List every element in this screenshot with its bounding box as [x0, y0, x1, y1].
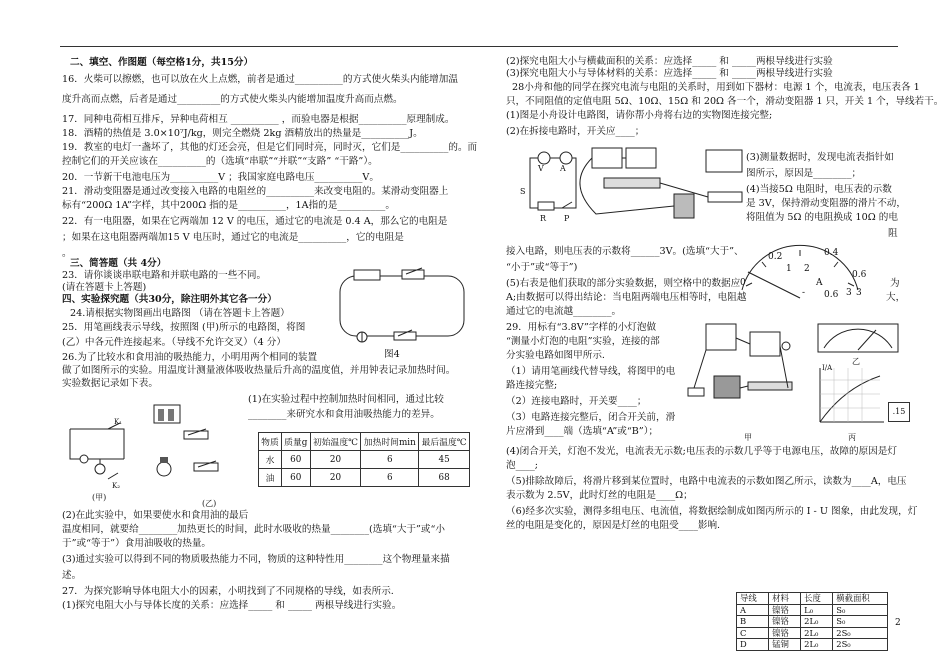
table-cell: 6: [361, 451, 419, 469]
question-22: 22．有一电阻器，如果在它两端加 12 V 的电压，通过它的电流是 0.4 A，那么它的电阻是: [62, 216, 448, 227]
question-29-6: （6)经多次实验，测得多组电压、电流值，将数据绘制成如图丙所示的 I - U 图象，由此发现，灯: [506, 506, 918, 517]
question-24: 24.请根据实物图画出电路图 （请在答题卡上答题）: [70, 308, 290, 319]
switch-k2-label: K₂: [112, 482, 121, 490]
question-27: 27．为探究影响导体电阻大小的因素，小明找到了不同规格的导线，如表所示.: [62, 586, 394, 597]
question-26-3: (3)通过实验可以得到不同的物质吸热能力不同，物质的这种特性用________这个物理量来描: [62, 554, 450, 565]
table-cell: 锰铜: [769, 639, 801, 651]
experiment-28-figure: [526, 144, 756, 228]
question-29-4-cont: 泡____;: [506, 460, 539, 471]
page-number: 2: [895, 618, 901, 628]
table-header-cell: 最后温度℃: [419, 433, 470, 451]
section-3-title: 三、简答题（共 4分）: [70, 258, 167, 269]
question-16: 16．火柴可以擦燃，也可以放在火上点燃，前者是通过__________的方式使火柴头内能增加温: [62, 74, 458, 85]
question-26-2-cont: 温度相同，就要给________加热更长的时间，此时水吸收的热量________(选填“大于”或“小: [62, 524, 446, 535]
question-29-5-cont: 表示数为 2.5V，此时灯丝的电阻是____Ω；: [506, 490, 693, 501]
switch-k1-label: K₁: [114, 418, 123, 426]
table-cell: B: [737, 616, 769, 628]
label-p: P: [564, 214, 570, 223]
question-26-2-end: 于”或“等于”）食用油吸收的热量。: [62, 538, 212, 549]
question-26-cont2: 实验数据记录如下表。: [62, 378, 158, 389]
table-header-cell: 质量g: [281, 433, 310, 451]
table-cell: L₀: [801, 604, 833, 616]
question-28-4-cont: 是 3V，保持滑动变阻器的滑片不动，: [746, 198, 906, 209]
question-19: 19．教室的电灯一盏坏了，其他的灯还会亮，但是它们同时亮，同时灭，它们是__________的。而: [62, 142, 478, 153]
table-cell: 60: [281, 469, 310, 487]
question-16-cont: 度升高而点燃，后者是通过_________的方式使火柴头内能增加温度升高而点燃。: [62, 94, 403, 105]
question-28-5-tail: 为: [890, 278, 900, 289]
section-2-title: 二、填空、作图题（每空格1分，共15分）: [70, 57, 254, 68]
table-cell: C: [737, 627, 769, 639]
table-cell: 68: [419, 469, 470, 487]
table-cell: A: [737, 604, 769, 616]
table-header-cell: 物质: [259, 433, 282, 451]
question-28-3-cont: 图所示，原因是________；: [746, 168, 862, 179]
table-header-cell: 加热时间min: [361, 433, 419, 451]
table-cell: 镍铬: [769, 627, 801, 639]
question-28-5-cont: A;由数据可以得出结论：当电阻两端电压相等时，电阻越: [506, 292, 747, 303]
question-28-1: (1)图是小舟设计电路图，请你帮小舟将右边的实物图连接完整;: [506, 110, 773, 121]
table-cell: 油: [259, 469, 282, 487]
table-header-cell: 初始温度℃: [310, 433, 361, 451]
table-cell: 2L₀: [801, 639, 833, 651]
meter-label: -: [802, 288, 806, 298]
question-23: 23．请你谈谈串联电路和并联电路的一些不同。: [62, 270, 267, 281]
label-a: A: [560, 164, 566, 173]
question-28-cont: 只，不同阻值的定值电阻 5Ω、10Ω、15Ω 和 20Ω 各一个，滑动变阻器 1 只，开关 1 个，导线若干。: [506, 96, 944, 107]
graph-axis-label: I/A: [822, 364, 833, 372]
question-29-3-cont: 片应滑到____端（选填“A”或“B”）；: [506, 426, 659, 437]
question-28-4: (4)当接5Ω 电阻时，电压表的示数: [746, 184, 892, 195]
question-29-3: （3）电路连接完整后，闭合开关前，滑: [506, 412, 676, 423]
question-21: 21．滑动变阻器是通过改变接入电路的电阻丝的__________来改变电阻的。某滑动变阻器上: [62, 186, 449, 197]
table-cell: S₀: [833, 616, 888, 628]
question-21-cont: 标有“200Ω 1A”字样，其中200Ω 指的是__________，1A指的是__________。: [62, 200, 395, 211]
section-4-title: 四、实验探究题（共30分，除注明外其它各一分）: [62, 294, 277, 305]
table-header-cell: 长度: [801, 593, 833, 605]
table-header-cell: 导线: [737, 593, 769, 605]
heating-data-table: [258, 432, 470, 487]
meter-label: 1: [786, 264, 792, 274]
question-26-3-end: 述。: [62, 570, 82, 581]
question-28-4-cont3: 阻: [888, 228, 898, 239]
question-22-end: 。: [62, 248, 72, 259]
question-29-5: （5)排除故障后，将滑片移到某位置时，电路中电流表的示数如图乙所示，读数为____A，电压: [506, 476, 907, 487]
question-29-cont2: 分实验电路如图甲所示.: [506, 350, 605, 361]
circuit-figure-q25: [64, 397, 244, 507]
question-28-4-cont4: 接入电路，则电压表的示数将______3V。(选填“大于”、: [506, 246, 744, 257]
question-28-5-end: 通过它的电流越________。: [506, 306, 622, 317]
question-29-1: （1）请用笔画线代替导线，将图甲的电: [506, 366, 676, 377]
label-s: S: [520, 187, 526, 196]
question-26-cont: 做了如图所示的实验。用温度计测量液体吸收热量后升高的温度值，并用钟表记录加热时间。: [62, 365, 456, 376]
table-cell: 水: [259, 451, 282, 469]
question-19-cont: 控制它们的开关应该在__________的（选填“串联”“并联”“支路” “干路”）。: [62, 156, 378, 167]
meter-label: 3: [856, 288, 862, 298]
table-cell: 60: [281, 451, 310, 469]
figure-jia-label: 甲: [744, 433, 752, 442]
figure-jia-label: (甲): [92, 493, 107, 502]
question-26-1-cont: ________来研究水和食用油吸热能力的差异。: [248, 409, 440, 420]
question-28-3: (3)测量数据时，发现电流表指针如: [746, 152, 894, 163]
answer-sheet-note: (请在答题卡上答题): [62, 282, 147, 293]
question-27-3: (3)探究电阻大小与导体材料的关系：应选择_____ 和 _____两根导线进行实验: [506, 68, 833, 79]
question-29-2: （2）连接电路时，开关要____；: [506, 396, 647, 407]
question-28-4-end: “小于”或“等于”): [506, 262, 578, 273]
table-cell: S₀: [833, 604, 888, 616]
meter-label: 0.2: [768, 252, 783, 262]
table-cell: 2S₀: [833, 639, 888, 651]
question-26-1: (1)在实验过程中控制加热时间相同，通过比较: [248, 394, 444, 405]
question-20: 20．一节新干电池电压为__________V ；我国家庭电路电压__________V。: [62, 172, 379, 183]
figure-yi-label: 乙: [852, 357, 860, 366]
question-17: 17．同种电荷相互排斥，异种电荷相互 __________ ，而验电器是根据__________原理制成。: [62, 114, 455, 125]
figure-bing-label: 丙: [848, 433, 856, 442]
header-rule: [60, 46, 898, 47]
question-29: 29．用标有“3.8V”字样的小灯泡做: [506, 322, 657, 333]
meter-label: A: [816, 278, 823, 288]
table-cell: 6: [361, 469, 419, 487]
question-29-4: (4)闭合开关，灯泡不发光，电流表无示数;电压表的示数几乎等于电源电压，故障的原因是灯: [506, 446, 897, 457]
question-28-2: (2)在拆接电路时，开关应____；: [506, 126, 645, 137]
question-29-1-cont: 路连接完整;: [506, 380, 558, 391]
table-cell: D: [737, 639, 769, 651]
table-cell: 2S₀: [833, 627, 888, 639]
figure-4-label: 图4: [384, 349, 400, 360]
table-cell: 镍铬: [769, 616, 801, 628]
question-26: 26.为了比较水和食用油的吸热能力，小明用两个相同的装置: [62, 352, 318, 363]
meter-label: 0.6: [852, 270, 867, 280]
question-28-4-cont2: 将阻值为 5Ω 的电阻换成 10Ω 的电: [746, 212, 898, 223]
question-22-cont: ；如果在这电阻器两端加15 V 电压时，通过它的电流是__________，它的电阻是: [62, 232, 404, 243]
question-25: 25．用笔画线表示导线，按照图 (甲)所示的电路图，将图: [62, 322, 306, 333]
table-cell: 20: [310, 451, 361, 469]
label-r: R: [540, 214, 547, 223]
table-header-cell: 横截面积: [833, 593, 888, 605]
question-28-5: (5)右表是他们获取的部分实验数据，则空格中的数据应: [506, 278, 741, 289]
wire-spec-table: [736, 592, 888, 651]
question-25-cont: (乙）中各元件连接起来。（导线不允许交叉）（4 分）: [62, 337, 286, 348]
question-28-5-cont-tail: 大，: [886, 292, 906, 303]
table-cell: 45: [419, 451, 470, 469]
experiment-29-figure: [684, 318, 906, 430]
table-cell: 20: [310, 469, 361, 487]
question-18: 18．酒精的热值是 3.0×10⁷J/kg，则完全燃烧 2kg 酒精放出的热量是__________J。: [62, 128, 423, 139]
label-v: V: [538, 164, 544, 173]
table-cell: 2L₀: [801, 627, 833, 639]
question-27-1: (1)探究电阻大小与导体长度的关系：应选择_____ 和 _____ 两根导线进行实验。: [62, 600, 402, 611]
table-cell: 镍铬: [769, 604, 801, 616]
question-29-6-cont: 丝的电阻是变化的，原因是灯丝的电阻受____影响.: [506, 520, 721, 531]
table-header-cell: 材料: [769, 593, 801, 605]
figure-yi-label: (乙): [202, 499, 217, 508]
meter-label: 0: [740, 278, 746, 288]
meter-label: 0.4: [824, 248, 839, 258]
table-cell: 2L₀: [801, 616, 833, 628]
side-value-box: .15: [888, 402, 910, 422]
question-26-2: (2)在此实验中，如果要使水和食用油的最后: [62, 510, 249, 521]
question-29-cont: “测量小灯泡的电阻”实验，连接的部: [506, 336, 660, 347]
meter-label: 2: [804, 264, 810, 274]
meter-label: 3: [846, 288, 852, 298]
figure-4-circuit: [332, 262, 472, 357]
question-27-2: (2)探究电阻大小与横截面积的关系：应选择_____ 和 _____两根导线进行实验: [506, 56, 833, 67]
question-28: 28小舟和他的同学在探究电流与电阻的关系时，用到如下器材：电源 1 个，电流表，电压表各 1: [512, 82, 920, 93]
meter-label: 0.6: [824, 290, 839, 300]
